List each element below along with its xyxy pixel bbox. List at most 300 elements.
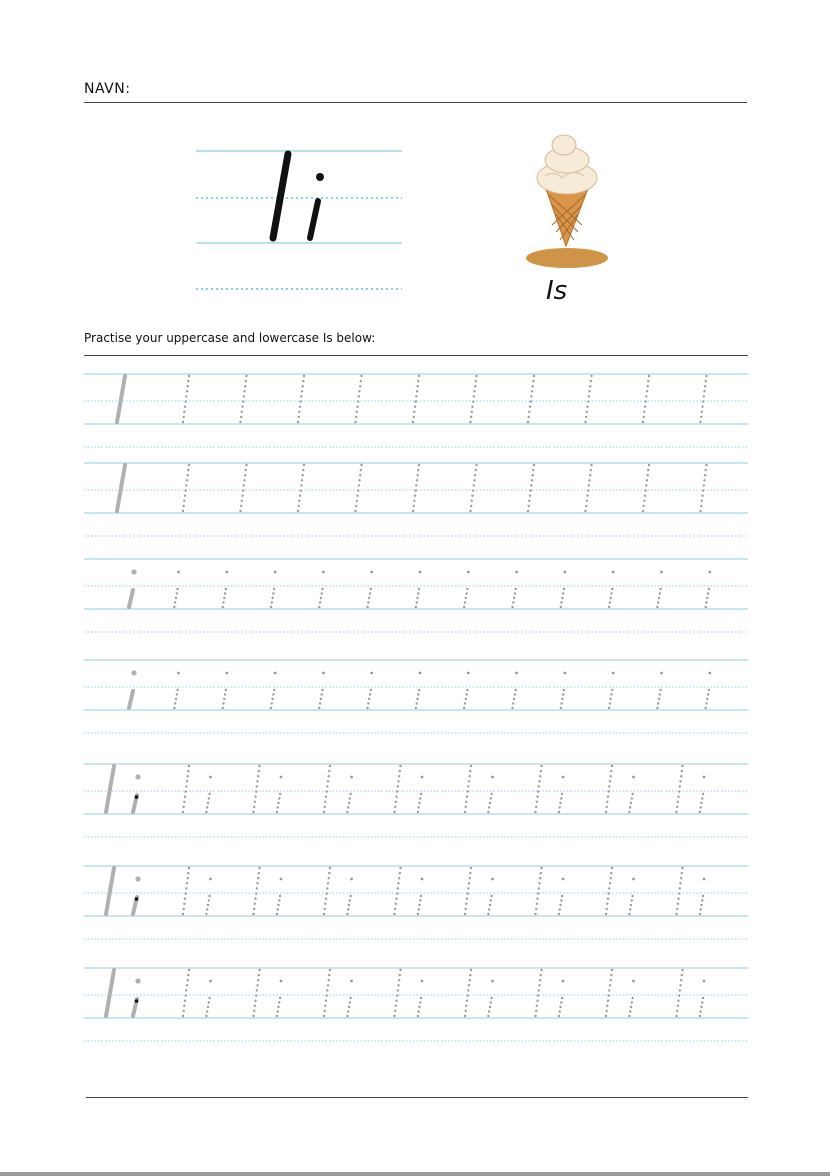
trace-uppercase-i-dot (239, 510, 241, 512)
trace-lowercase-i-dot (705, 707, 707, 709)
trace-lowercase-i-dot (270, 707, 272, 709)
trace-lowercase-i-dot-top (491, 878, 494, 881)
trace-uppercase-i-dot (535, 806, 537, 808)
trace-uppercase-i-dot (528, 416, 530, 418)
model-lowercase-i-dot (131, 569, 136, 574)
trace-uppercase-i-dot (415, 395, 417, 397)
trace-lowercase-i-dot-top (708, 571, 711, 574)
trace-lowercase-i-dot (707, 592, 709, 594)
trace-uppercase-i-dot (396, 994, 398, 996)
trace-uppercase-i-dot (182, 510, 184, 512)
trace-lowercase-i-dot-top (562, 878, 565, 881)
practice-row[interactable] (84, 374, 748, 447)
trace-uppercase-i-dot (608, 887, 610, 889)
trace-uppercase-i-dot (183, 1005, 185, 1007)
trace-lowercase-i-dot (707, 693, 709, 695)
trace-lowercase-i-dot (630, 1006, 632, 1008)
trace-uppercase-i-dot (356, 406, 358, 408)
trace-uppercase-i-dot (606, 806, 608, 808)
trace-uppercase-i-dot (528, 505, 530, 507)
trace-uppercase-i-dot (358, 395, 360, 397)
trace-uppercase-i-dot (356, 411, 358, 413)
trace-uppercase-i-dot (256, 785, 258, 787)
trace-lowercase-i-dot (349, 797, 351, 799)
trace-uppercase-i-dot (358, 390, 360, 392)
trace-uppercase-i-dot (299, 495, 301, 497)
trace-lowercase-i-dot (463, 707, 465, 709)
name-label: NAVN: (84, 81, 131, 97)
trace-uppercase-i-dot (608, 785, 610, 787)
trace-lowercase-i-dot (659, 592, 661, 594)
trace-uppercase-i-dot (589, 385, 591, 387)
trace-lowercase-i-dot (701, 797, 703, 799)
trace-lowercase-i-dot (659, 693, 661, 695)
trace-uppercase-i-dot (258, 867, 260, 869)
trace-uppercase-i-dot (584, 421, 586, 423)
trace-lowercase-i-dot-top (632, 878, 635, 881)
trace-lowercase-i-dot (175, 597, 177, 599)
trace-uppercase-i-dot (704, 385, 706, 387)
trace-uppercase-i-dot (536, 796, 538, 798)
trace-uppercase-i-dot (325, 1000, 327, 1002)
trace-lowercase-i-dot-top (177, 571, 180, 574)
trace-lowercase-i-dot (463, 606, 465, 608)
trace-uppercase-i-dot (301, 479, 303, 481)
trace-uppercase-i-dot (256, 882, 258, 884)
trace-lowercase-i-dot (349, 895, 351, 897)
trace-uppercase-i-dot (530, 400, 532, 402)
practice-row[interactable] (84, 968, 748, 1041)
trace-uppercase-i-dot (607, 1000, 609, 1002)
practice-row[interactable] (84, 866, 748, 939)
trace-lowercase-i-dot (488, 806, 490, 808)
trace-uppercase-i-dot (471, 500, 473, 502)
trace-uppercase-i-dot (326, 790, 328, 792)
trace-uppercase-i-dot (646, 390, 648, 392)
trace-lowercase-i-dot (419, 899, 421, 901)
trace-lowercase-i-dot (418, 1006, 420, 1008)
trace-uppercase-i-dot (329, 867, 331, 869)
trace-lowercase-i-dot-top (350, 980, 353, 983)
trace-uppercase-i-dot (325, 796, 327, 798)
trace-uppercase-i-dot (298, 411, 300, 413)
trace-uppercase-i-dot (703, 484, 705, 486)
trace-uppercase-i-dot (302, 380, 304, 382)
trace-uppercase-i-dot (413, 411, 415, 413)
trace-lowercase-i-dot (222, 707, 224, 709)
trace-uppercase-i-dot (586, 406, 588, 408)
trace-uppercase-i-dot (540, 969, 542, 971)
trace-uppercase-i-dot (538, 887, 540, 889)
trace-lowercase-i-dot (418, 802, 420, 804)
trace-lowercase-i-dot (610, 698, 612, 700)
trace-uppercase-i-dot (326, 994, 328, 996)
trace-lowercase-i-dot (321, 693, 323, 695)
practice-row[interactable] (84, 463, 748, 536)
trace-uppercase-i-dot (470, 505, 472, 507)
trace-lowercase-i-dot (368, 597, 370, 599)
trace-uppercase-i-dot (474, 385, 476, 387)
trace-lowercase-i-dot (657, 601, 659, 603)
trace-lowercase-i-dot (708, 689, 710, 691)
trace-lowercase-i-dot (490, 997, 492, 999)
trace-uppercase-i-dot (185, 785, 187, 787)
practice-row[interactable] (84, 764, 748, 837)
trace-uppercase-i-dot (397, 989, 399, 991)
trace-uppercase-i-dot (473, 484, 475, 486)
trace-lowercase-i-dot (706, 597, 708, 599)
trace-uppercase-i-dot (590, 464, 592, 466)
trace-lowercase-i-dot (656, 606, 658, 608)
trace-lowercase-i-dot (416, 597, 418, 599)
trace-lowercase-i-dot (489, 1006, 491, 1008)
trace-lowercase-i-dot (700, 904, 702, 906)
trace-uppercase-i-dot (245, 464, 247, 466)
trace-lowercase-i-dot (630, 904, 632, 906)
trace-uppercase-i-dot (676, 908, 678, 910)
trace-lowercase-i-dot (515, 588, 517, 590)
trace-uppercase-i-dot (302, 469, 304, 471)
trace-lowercase-i-dot (558, 1015, 560, 1017)
trace-uppercase-i-dot (530, 484, 532, 486)
trace-uppercase-i-dot (528, 411, 530, 413)
trace-lowercase-i-dot (631, 997, 633, 999)
trace-uppercase-i-dot (395, 1000, 397, 1002)
trace-lowercase-i-dot (321, 588, 323, 590)
trace-uppercase-i-dot (609, 984, 611, 986)
trace-lowercase-i-dot (272, 592, 274, 594)
trace-lowercase-i-dot (347, 1010, 349, 1012)
practice-row[interactable] (84, 660, 748, 733)
trace-lowercase-i-dot (174, 601, 176, 603)
trace-lowercase-i-dot (629, 1010, 631, 1012)
trace-uppercase-i-dot (699, 421, 701, 423)
trace-uppercase-i-dot (680, 775, 682, 777)
trace-uppercase-i-dot (241, 495, 243, 497)
trace-lowercase-i-dot (416, 698, 418, 700)
trace-uppercase-i-dot (186, 479, 188, 481)
trace-lowercase-i-dot (207, 1006, 209, 1008)
trace-uppercase-i-dot (416, 390, 418, 392)
trace-uppercase-i-dot (328, 872, 330, 874)
trace-lowercase-i-dot (271, 698, 273, 700)
trace-lowercase-i-dot-top (350, 878, 353, 881)
trace-lowercase-i-dot (206, 806, 208, 808)
trace-uppercase-i-dot (586, 495, 588, 497)
trace-uppercase-i-dot (394, 1010, 396, 1012)
trace-uppercase-i-dot (474, 474, 476, 476)
trace-uppercase-i-dot (475, 464, 477, 466)
trace-uppercase-i-dot (354, 421, 356, 423)
trace-lowercase-i-dot (276, 913, 278, 915)
trace-lowercase-i-dot (279, 997, 281, 999)
trace-uppercase-i-dot (257, 877, 259, 879)
trace-lowercase-i-dot (206, 1010, 208, 1012)
trace-lowercase-i-dot (628, 811, 630, 813)
trace-uppercase-i-dot (681, 969, 683, 971)
trace-lowercase-i-dot (207, 802, 209, 804)
trace-uppercase-i-dot (183, 505, 185, 507)
trace-lowercase-i-dot (488, 1010, 490, 1012)
trace-uppercase-i-dot (398, 775, 400, 777)
trace-lowercase-i-dot (418, 588, 420, 590)
trace-uppercase-i-dot (258, 974, 260, 976)
trace-lowercase-i-dot (349, 899, 351, 901)
trace-lowercase-i-dot (699, 811, 701, 813)
trace-lowercase-i-dot (629, 908, 631, 910)
trace-uppercase-i-dot (357, 489, 359, 491)
trace-lowercase-i-dot (559, 904, 561, 906)
trace-uppercase-i-dot (532, 380, 534, 382)
practice-row[interactable] (84, 559, 748, 632)
trace-uppercase-i-dot (586, 500, 588, 502)
trace-uppercase-i-dot (533, 375, 535, 377)
trace-uppercase-i-dot (538, 989, 540, 991)
trace-lowercase-i-dot (513, 698, 515, 700)
trace-lowercase-i-dot (205, 1015, 207, 1017)
trace-uppercase-i-dot (256, 780, 258, 782)
trace-lowercase-i-dot (609, 702, 611, 704)
trace-uppercase-i-dot (678, 994, 680, 996)
trace-uppercase-i-dot (255, 892, 257, 894)
trace-uppercase-i-dot (413, 500, 415, 502)
trace-uppercase-i-dot (465, 1005, 467, 1007)
trace-lowercase-i-dot (420, 997, 422, 999)
trace-lowercase-i-dot-top (421, 980, 424, 983)
trace-lowercase-i-dot (348, 904, 350, 906)
trace-uppercase-i-dot (182, 1015, 184, 1017)
trace-uppercase-i-dot (243, 484, 245, 486)
trace-lowercase-i-dot-top (350, 776, 353, 779)
trace-uppercase-i-dot (679, 780, 681, 782)
trace-uppercase-i-dot (183, 1010, 185, 1012)
trace-uppercase-i-dot (187, 974, 189, 976)
trace-uppercase-i-dot (466, 898, 468, 900)
trace-uppercase-i-dot (301, 390, 303, 392)
trace-uppercase-i-dot (473, 390, 475, 392)
trace-uppercase-i-dot (677, 898, 679, 900)
trace-uppercase-i-dot (299, 406, 301, 408)
trace-uppercase-i-dot (412, 510, 414, 512)
trace-lowercase-i-dot (700, 1010, 702, 1012)
trace-lowercase-i-dot (701, 899, 703, 901)
trace-uppercase-i-dot (188, 464, 190, 466)
trace-lowercase-i-dot-top (209, 776, 212, 779)
trace-uppercase-i-dot (537, 790, 539, 792)
trace-uppercase-i-dot (705, 380, 707, 382)
model-uppercase-i (106, 766, 114, 812)
trace-lowercase-i-dot (611, 689, 613, 691)
trace-uppercase-i-dot (323, 1015, 325, 1017)
trace-lowercase-i-dot (514, 592, 516, 594)
trace-lowercase-i-dot (559, 802, 561, 804)
trace-uppercase-i-dot (186, 882, 188, 884)
trace-uppercase-i-dot (643, 411, 645, 413)
trace-uppercase-i-dot (397, 887, 399, 889)
trace-lowercase-i-dot (208, 899, 210, 901)
trace-uppercase-i-dot (186, 780, 188, 782)
model-lowercase-i-dot (135, 876, 140, 881)
trace-uppercase-i-dot (395, 796, 397, 798)
trace-lowercase-i-dot-top (612, 672, 615, 675)
trace-lowercase-i-dot (208, 797, 210, 799)
trace-lowercase-i-dot (208, 1001, 210, 1003)
trace-uppercase-i-dot (605, 1015, 607, 1017)
trace-lowercase-i-dot (608, 606, 610, 608)
trace-uppercase-i-dot (326, 785, 328, 787)
trace-lowercase-i-dot (560, 601, 562, 603)
trace-lowercase-i-dot (611, 588, 613, 590)
trace-uppercase-i-dot (297, 421, 299, 423)
trace-uppercase-i-dot (257, 775, 259, 777)
trace-lowercase-i-dot (489, 904, 491, 906)
trace-uppercase-i-dot (475, 469, 477, 471)
trace-uppercase-i-dot (643, 416, 645, 418)
trace-uppercase-i-dot (608, 790, 610, 792)
trace-uppercase-i-dot (681, 765, 683, 767)
trace-uppercase-i-dot (469, 877, 471, 879)
trace-lowercase-i-dot-top (274, 672, 277, 675)
trace-lowercase-i-dot (708, 588, 710, 590)
trace-uppercase-i-dot (396, 892, 398, 894)
trace-lowercase-i-dot (416, 702, 418, 704)
trace-uppercase-i-dot (300, 489, 302, 491)
trace-uppercase-i-dot (240, 505, 242, 507)
trace-uppercase-i-dot (590, 375, 592, 377)
trace-lowercase-i-dot (465, 597, 467, 599)
trace-uppercase-i-dot (329, 765, 331, 767)
trace-lowercase-i-dot (222, 601, 224, 603)
trace-uppercase-i-dot (585, 416, 587, 418)
trace-uppercase-i-dot (610, 877, 612, 879)
trace-uppercase-i-dot (297, 510, 299, 512)
trace-lowercase-i-dot (511, 606, 513, 608)
trace-lowercase-i-dot (609, 601, 611, 603)
trace-uppercase-i-dot (324, 801, 326, 803)
trace-uppercase-i-dot (323, 913, 325, 915)
trace-lowercase-i-dot (321, 592, 323, 594)
trace-uppercase-i-dot (187, 775, 189, 777)
trace-lowercase-i-dot (318, 606, 320, 608)
trace-uppercase-i-dot (399, 969, 401, 971)
trace-lowercase-i-dot (629, 806, 631, 808)
trace-lowercase-i-dot (176, 588, 178, 590)
model-uppercase-i (117, 376, 125, 422)
trace-uppercase-i-dot (188, 969, 190, 971)
trace-uppercase-i-dot (241, 411, 243, 413)
trace-uppercase-i-dot (185, 395, 187, 397)
trace-uppercase-i-dot (473, 395, 475, 397)
trace-uppercase-i-dot (182, 913, 184, 915)
trace-uppercase-i-dot (397, 780, 399, 782)
trace-uppercase-i-dot (184, 1000, 186, 1002)
trace-uppercase-i-dot (185, 892, 187, 894)
trace-lowercase-i-dot (418, 908, 420, 910)
trace-uppercase-i-dot (647, 380, 649, 382)
trace-uppercase-i-dot (469, 421, 471, 423)
trace-uppercase-i-dot (538, 984, 540, 986)
trace-uppercase-i-dot (302, 474, 304, 476)
trace-uppercase-i-dot (417, 474, 419, 476)
trace-uppercase-i-dot (470, 765, 472, 767)
instruction-text: Practise your uppercase and lowercase Is below: (84, 331, 376, 345)
trace-lowercase-i-dot (224, 592, 226, 594)
trace-uppercase-i-dot (705, 469, 707, 471)
trace-lowercase-i-dot (487, 913, 489, 915)
trace-uppercase-i-dot (412, 421, 414, 423)
trace-uppercase-i-dot (355, 505, 357, 507)
trace-uppercase-i-dot (324, 903, 326, 905)
trace-lowercase-i-dot (488, 908, 490, 910)
trace-uppercase-i-dot (606, 908, 608, 910)
trace-uppercase-i-dot (395, 903, 397, 905)
trace-lowercase-i-dot (628, 913, 630, 915)
trace-lowercase-i-dot (205, 913, 207, 915)
trace-uppercase-i-dot (188, 375, 190, 377)
trace-uppercase-i-dot (539, 877, 541, 879)
model-lowercase-i-dot (135, 774, 140, 779)
model-uppercase-i (106, 868, 114, 914)
trace-uppercase-i-dot (643, 505, 645, 507)
trace-uppercase-i-dot (530, 489, 532, 491)
trace-lowercase-i-dot-top (225, 571, 228, 574)
trace-uppercase-i-dot (327, 882, 329, 884)
trace-uppercase-i-dot (607, 796, 609, 798)
trace-uppercase-i-dot (464, 811, 466, 813)
trace-lowercase-i-dot (176, 689, 178, 691)
trace-uppercase-i-dot (703, 479, 705, 481)
trace-lowercase-i-dot (367, 702, 369, 704)
trace-lowercase-i-dot (465, 698, 467, 700)
trace-uppercase-i-dot (608, 994, 610, 996)
trace-uppercase-i-dot (187, 872, 189, 874)
trace-lowercase-i-dot-top (515, 672, 518, 675)
trace-uppercase-i-dot (258, 770, 260, 772)
trace-uppercase-i-dot (475, 380, 477, 382)
trace-lowercase-i-dot (560, 702, 562, 704)
trace-lowercase-i-dot (700, 908, 702, 910)
trace-uppercase-i-dot (467, 785, 469, 787)
trace-uppercase-i-dot (702, 489, 704, 491)
trace-lowercase-i-dot (487, 1015, 489, 1017)
trace-uppercase-i-dot (243, 390, 245, 392)
trace-uppercase-i-dot (642, 510, 644, 512)
trace-uppercase-i-dot (399, 770, 401, 772)
trace-uppercase-i-dot (241, 406, 243, 408)
trace-uppercase-i-dot (702, 400, 704, 402)
trace-lowercase-i-dot (559, 908, 561, 910)
trace-uppercase-i-dot (540, 770, 542, 772)
trace-uppercase-i-dot (681, 867, 683, 869)
trace-lowercase-i-dot (419, 1001, 421, 1003)
trace-lowercase-i-dot (175, 698, 177, 700)
trace-uppercase-i-dot (241, 500, 243, 502)
trace-lowercase-i-dot (208, 997, 210, 999)
trace-uppercase-i-dot (327, 984, 329, 986)
trace-uppercase-i-dot (187, 979, 189, 981)
trace-lowercase-i-dot-top (274, 571, 277, 574)
trace-uppercase-i-dot (244, 385, 246, 387)
trace-lowercase-i-dot (225, 588, 227, 590)
trace-uppercase-i-dot (326, 887, 328, 889)
trace-lowercase-i-dot (699, 913, 701, 915)
trace-lowercase-i-dot (561, 997, 563, 999)
trace-lowercase-i-dot (490, 797, 492, 799)
trace-uppercase-i-dot (258, 765, 260, 767)
trace-uppercase-i-dot (539, 979, 541, 981)
trace-lowercase-i-dot (514, 693, 516, 695)
trace-uppercase-i-dot (700, 416, 702, 418)
